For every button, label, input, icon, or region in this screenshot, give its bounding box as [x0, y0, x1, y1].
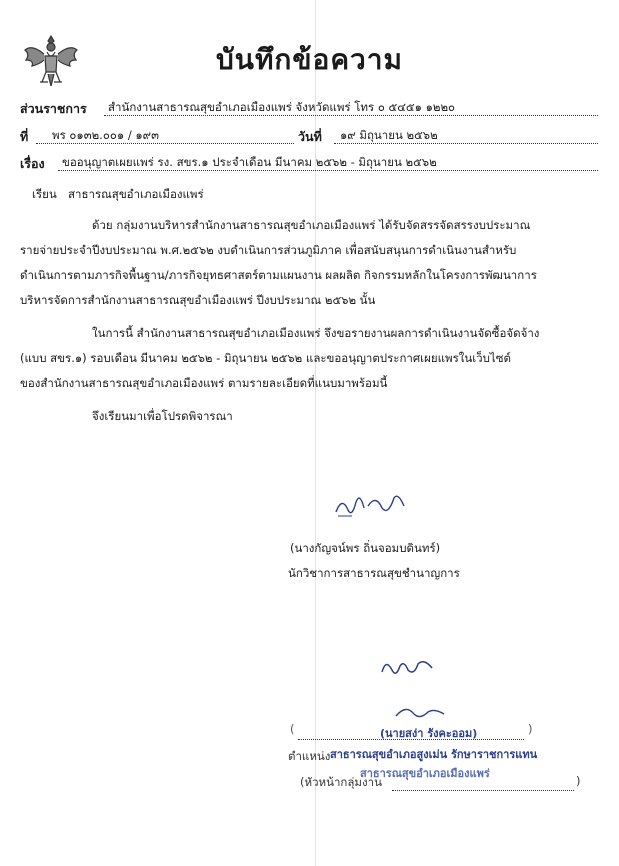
date-value: ๑๙ มิถุนายน ๒๕๖๒ [340, 128, 438, 142]
body-p1-line: รายจ่ายประจำปีงบประมาณ พ.ศ.๒๕๖๒ งบดำเนินการส่วนภูมิภาค เพื่อสนับสนุนการดำเนินงานสำหรับ [20, 243, 517, 257]
approver-initials-icon [378, 654, 438, 682]
approver-position-prefix: ตำแหน่ง [288, 749, 331, 763]
memo-title: บันทึกข้อความ [216, 43, 403, 76]
body-p2-line: ของสำนักงานสาธารณสุขอำเภอเมืองแพร่ ตามรายละเอียดที่แนบมาพร้อมนี้ [20, 376, 388, 390]
body-p1-line: ด้วย กลุ่มงานบริหารสำนักงานสาธารณสุขอำเภอเมืองแพร่ ได้รับจัดสรรจัดสรรงบประมาณ [92, 218, 531, 232]
agency-label: ส่วนราชการ [20, 101, 87, 116]
body-p1-line: บริหารจัดการสำนักงานสาธารณสุขอำเมืองแพร่ ปีงบประมาณ ๒๕๖๒ นั้น [20, 293, 376, 307]
subject-value: ขออนุญาตเผยแพร่ รง. สขร.๑ ประจำเดือน มีนาคม ๒๕๖๒ - มิถุนายน ๒๕๖๒ [62, 155, 437, 169]
body-p2-line: (แบบ สขร.๑) รอบเดือน มีนาคม ๒๕๖๒ - มิถุนายน ๒๕๖๒ และขออนุญาตประกาศเผยแพรในเว็บไซต์ [20, 351, 511, 365]
signer-name: (นางกัญจน์พร ถิ่นจอมบดินทร์) [290, 541, 441, 555]
approver-stamp-title2: สาธารณสุขอำเภอเมืองแพร่ [360, 767, 490, 780]
approver-stamp-name: (นายสง่า รังคะออม) [380, 727, 478, 740]
body-p1-line: ดำเนินการตามภารกิจพื้นฐาน/ภารกิจยุทธศาสตร์ตามแผนงาน ผลผลิต กิจกรรมหลักในโครงการพัฒนาการ [20, 268, 537, 282]
approver-dotted-line [298, 739, 524, 740]
approver-position-note: (หัวหน้ากลุ่มงาน [300, 775, 382, 789]
subject-dotted-line [58, 170, 598, 171]
approver-note-bracket-close: ) [576, 774, 581, 788]
ref-value: พร ๐๑๓๒.๐๐๑ / ๑๙๓ [52, 128, 159, 142]
handwritten-signature-icon [332, 488, 412, 522]
approver-stamp-title: สาธารณสุขอำเภอสูงเม่น รักษาราชการแทน [330, 748, 538, 761]
agency-value: สำนักงานสาธารณสุขอำเภอเมืองแพร่ จังหวัดแพร่ โทร ๐ ๕๔๕๑ ๑๒๒๐ [108, 100, 456, 114]
to-label: เรียน [32, 187, 57, 201]
ref-label: ที่ [20, 129, 29, 144]
approver-bracket-close: ) [528, 722, 533, 736]
closing-text: จึงเรียนมาเพื่อโปรดพิจารณา [92, 409, 233, 423]
ref-dotted-line [36, 143, 294, 144]
subject-label: เรื่อง [20, 156, 45, 171]
date-dotted-line [334, 143, 598, 144]
agency-dotted-line [104, 115, 598, 116]
approver-note-dotted-line [392, 790, 574, 791]
approver-bracket-open: ( [290, 722, 295, 736]
approver-signature-icon [392, 702, 452, 724]
date-label: วันที่ [298, 129, 322, 144]
signer-position: นักวิชาการสาธารณสุขชำนาญการ [288, 566, 460, 580]
body-p2-line: ในการนี้ สำนักงานสาธารณสุขอำเภอเมืองแพร่ จึงขอรายงานผลการดำเนินงานจัดซื้อจัดจ้าง [92, 326, 540, 340]
to-value: สาธารณสุขอำเภอเมืองแพร่ [68, 187, 204, 201]
